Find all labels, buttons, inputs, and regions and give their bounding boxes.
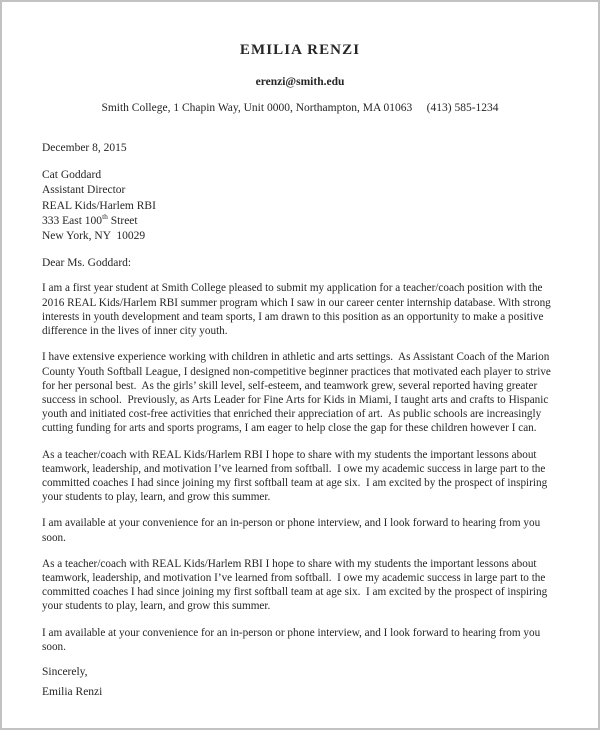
paragraph-4: I am available at your convenience for an in-person or phone interview, and I look forward to hearing from you soon. — [42, 517, 543, 544]
street-name-part: Street — [107, 214, 138, 227]
recipient-organization: REAL Kids/Harlem RBI — [42, 199, 156, 212]
paragraph-5: As a teacher/coach with REAL Kids/Harlem RBI I hope to share with my students the important lessons about teamwork, leadership, and motivation I’ve learned from softball. I owe my academic success in large part to the committed coaches I had since joining my first softball team at age six. I am excited by the prospect of inspiring your students to play, learn, and grow this summer. — [42, 557, 550, 613]
letter-date: December 8, 2015 — [42, 142, 127, 154]
street-ordinal-suffix: th — [102, 212, 108, 222]
recipient-name: Cat Goddard — [42, 169, 102, 181]
closing: Sincerely, — [42, 665, 88, 678]
street-number-part: 333 East 100 — [42, 214, 103, 227]
recipient-title: Assistant Director — [42, 184, 126, 197]
paragraph-3: As a teacher/coach with REAL Kids/Harlem RBI I hope to share with my students the important lessons about teamwork, leadership, and motivation I’ve learned from softball. I owe my academic success in large part to the committed coaches I had since joining my first softball team at age six. I am excited by the prospect of inspiring your students to play, learn, and grow this summer. — [42, 448, 550, 504]
recipient-address-block — [42, 168, 558, 244]
sender-email: erenzi@smith.edu — [255, 76, 345, 88]
paragraph-1: I am a first year student at Smith College pleased to submit my application for a teacher/coach position with the 2016 REAL Kids/Harlem RBI summer program which I saw in our career center internship database. With strong interests in youth development and team sports, I am drawn to this position as an opportunity to make a positive difference in the lives of inner city youth. — [42, 282, 554, 338]
paragraph-6: I am available at your convenience for an in-person or phone interview, and I look forward to hearing from you soon. — [42, 626, 543, 653]
recipient-street — [42, 214, 558, 229]
recipient-city-line: New York, NY 10029 — [42, 230, 146, 243]
sender-contact-line: Smith College, 1 Chapin Way, Unit 0000, Northampton, MA 01063 (413) 585-1234 — [101, 102, 499, 114]
paragraph-2: I have extensive experience working with children in athletic and arts settings. As Assistant Coach of the Marion County Youth Softball League, I designed non-competitive beginner practices that motivated each player to strive for her personal best. As the girls’ skill level, self-esteem, and teamwork grew, several reported having greater success in school. Previously, as Arts Leader for Fine Arts for Kids in Miami, I taught arts and crafts to Hispanic youth and initiated cost-free activities that enriched their appreciation of art. As public schools are increasingly cutting funding for arts and sports programs, I am eager to help close the gap for these children however I can. — [42, 351, 554, 435]
letterhead — [42, 42, 558, 114]
sender-name: EMILIA RENZI — [239, 42, 361, 58]
salutation: Dear Ms. Goddard: — [42, 257, 132, 270]
signature-name: Emilia Renzi — [42, 685, 103, 698]
